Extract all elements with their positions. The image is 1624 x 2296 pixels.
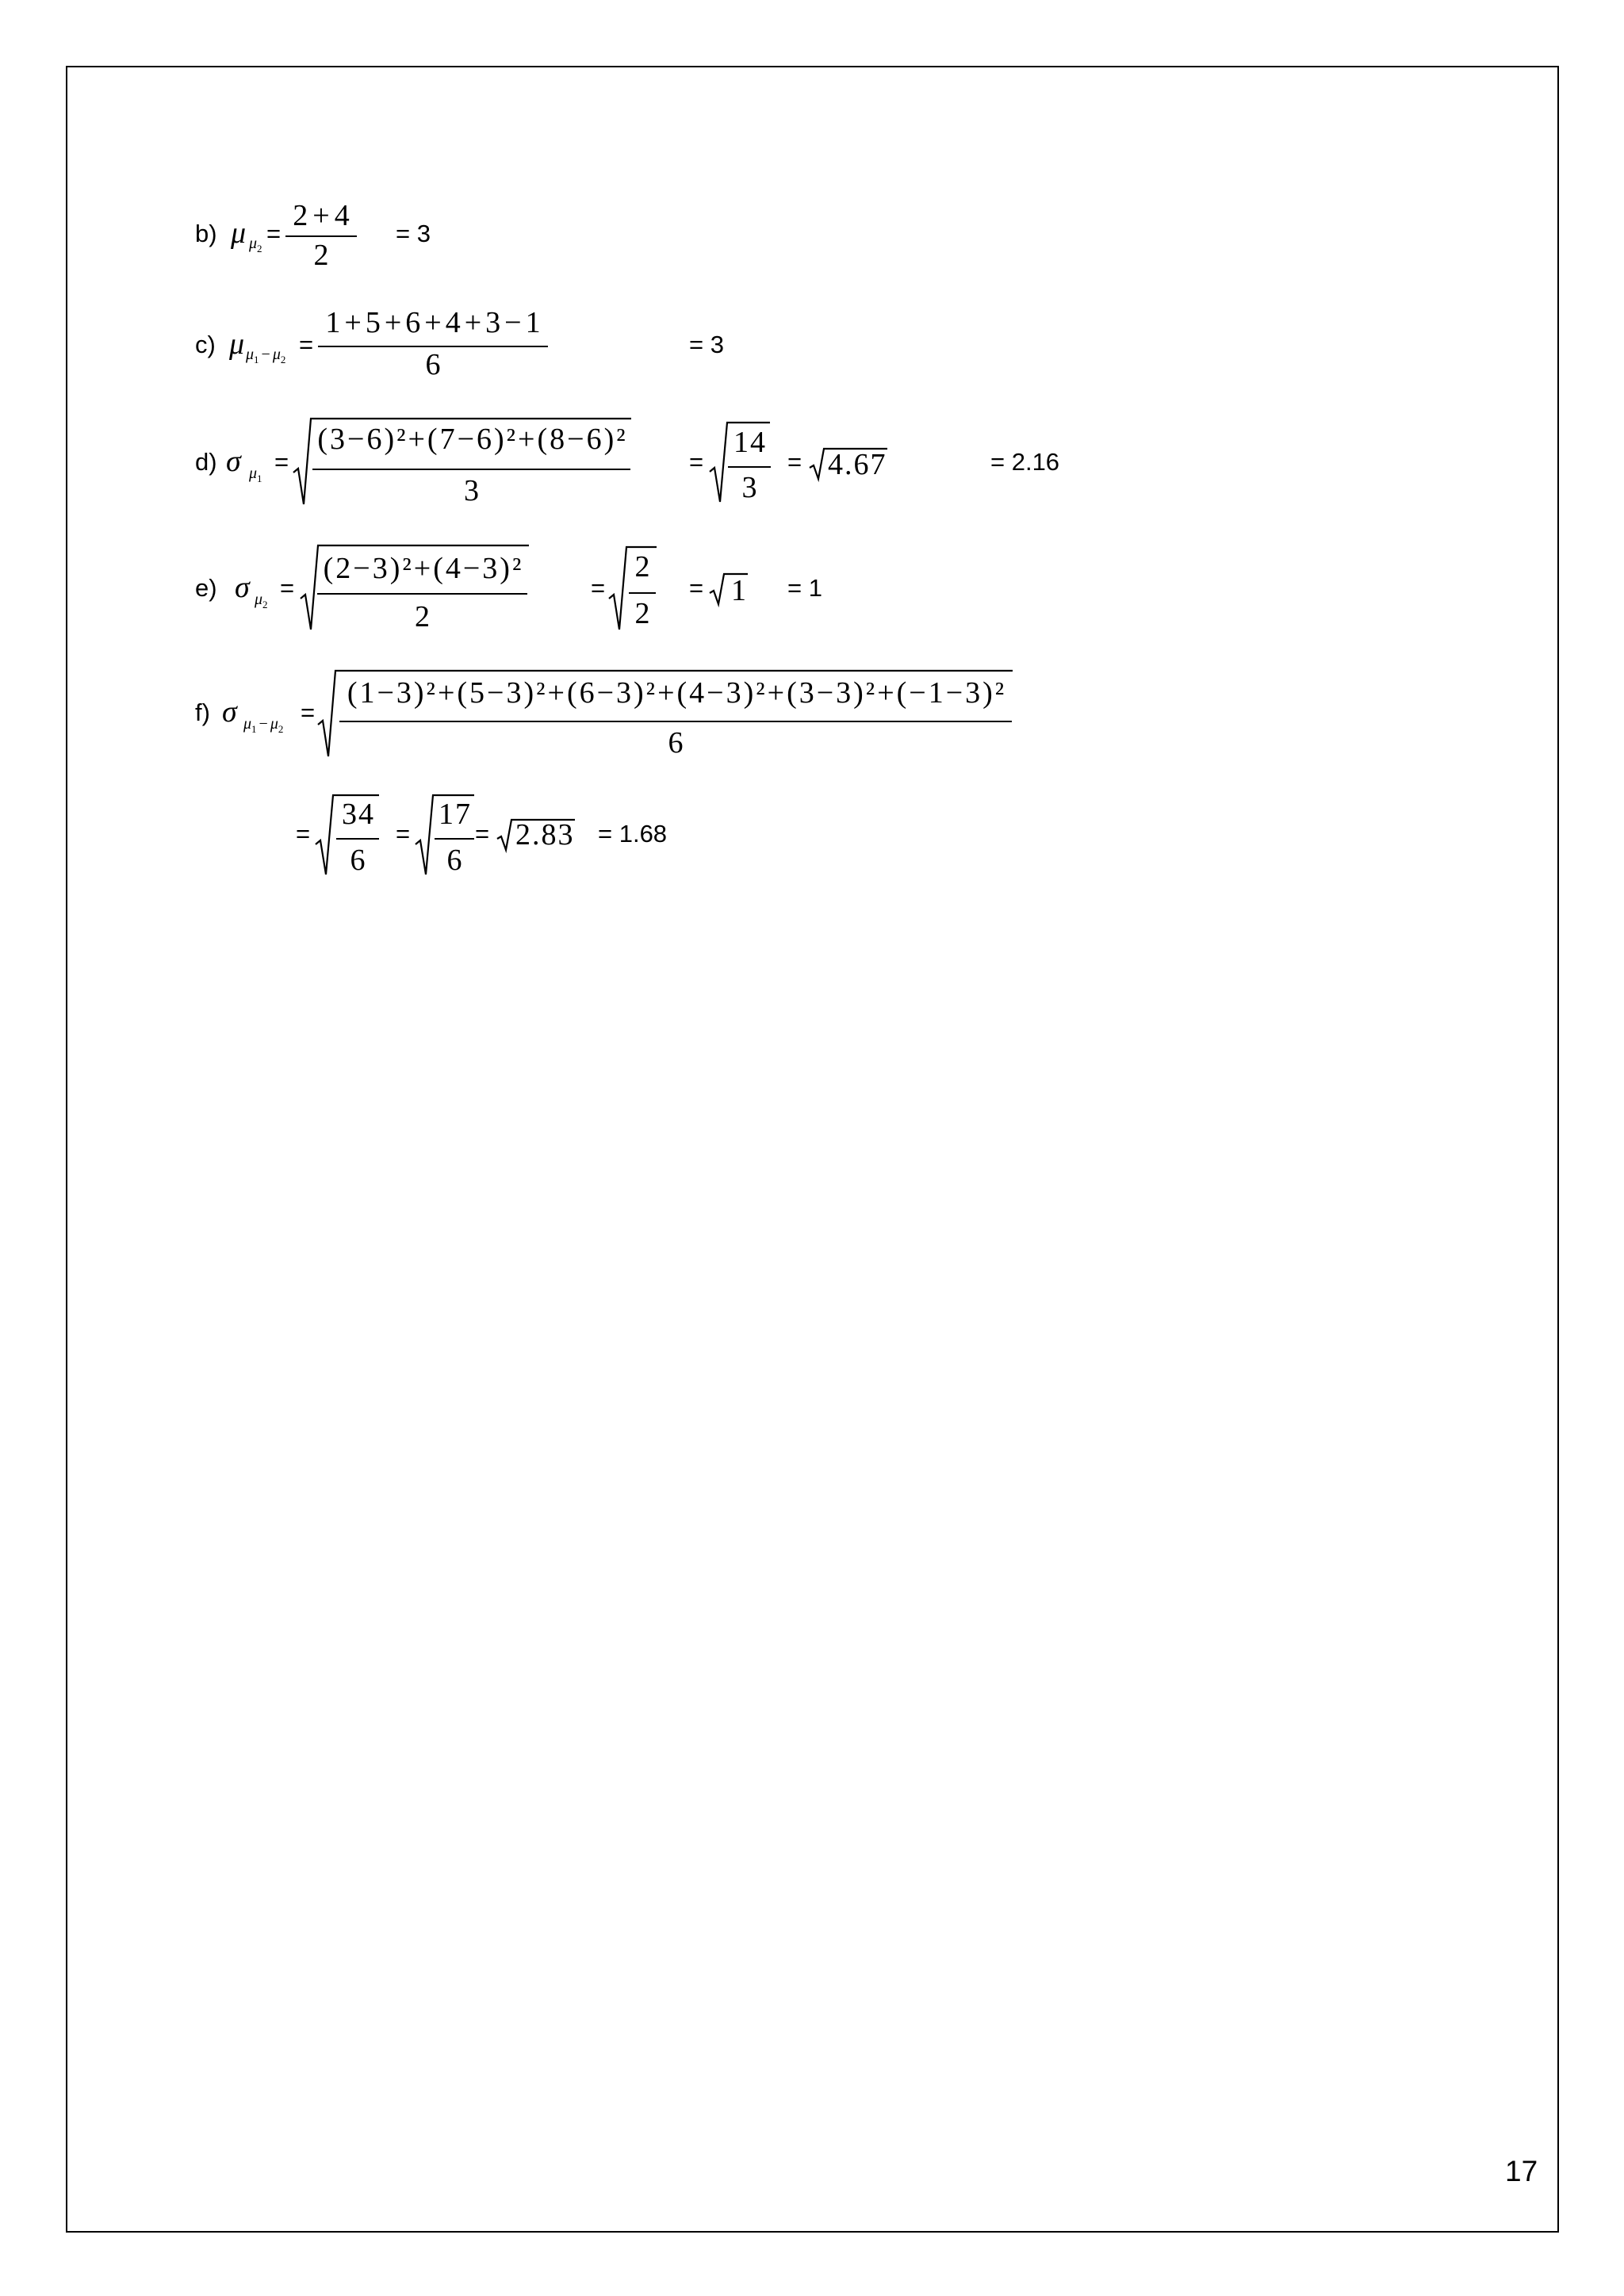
numerator: (1−3)²+(5−3)²+(6−3)²+(4−3)²+(3−3)²+(−1−3)² bbox=[347, 676, 1007, 710]
subscript-base: μ bbox=[246, 346, 255, 363]
fraction-bar bbox=[435, 838, 474, 840]
numerator: 2 bbox=[634, 550, 650, 584]
subscript-base: μ bbox=[243, 715, 252, 733]
subscript-base: μ bbox=[249, 465, 258, 482]
page-border bbox=[66, 66, 1559, 2233]
subscript-operator: − bbox=[259, 715, 268, 733]
denominator: 3 bbox=[741, 471, 757, 504]
denominator: 6 bbox=[350, 844, 366, 877]
result: = 3 bbox=[396, 220, 431, 247]
equals-sign: = bbox=[475, 820, 490, 848]
subscript-base: μ bbox=[272, 346, 281, 363]
numerator: 17 bbox=[439, 798, 472, 831]
subscript-base: μ bbox=[249, 235, 258, 252]
fraction-bar bbox=[312, 469, 630, 470]
subscript bbox=[255, 590, 268, 614]
fraction bbox=[435, 795, 474, 877]
item-label: f) bbox=[195, 698, 210, 726]
mean-symbol: μ bbox=[229, 327, 245, 361]
fraction bbox=[312, 420, 630, 507]
subscript-base: μ bbox=[255, 591, 263, 608]
subscript-index: 2 bbox=[278, 723, 284, 735]
fraction bbox=[339, 674, 1012, 761]
result: = 1.68 bbox=[598, 820, 668, 848]
fraction-bar bbox=[339, 721, 1012, 722]
equals-sign: = bbox=[689, 448, 704, 476]
result: = 3 bbox=[689, 331, 724, 358]
equals-sign: = bbox=[396, 820, 411, 848]
radicand: 1 bbox=[731, 574, 746, 607]
item-label: c) bbox=[195, 331, 216, 358]
equals-sign: = bbox=[280, 574, 295, 602]
numerator: 2+4 bbox=[293, 199, 354, 232]
fraction-bar bbox=[285, 235, 357, 237]
denominator: 6 bbox=[425, 348, 441, 381]
equals-sign: = bbox=[299, 331, 314, 358]
denominator: 2 bbox=[313, 239, 329, 272]
fraction-bar bbox=[728, 466, 771, 468]
subscript-base: μ bbox=[270, 715, 278, 733]
fraction-bar bbox=[336, 838, 379, 840]
subscript bbox=[243, 714, 283, 739]
fraction-bar bbox=[317, 593, 527, 595]
equals-sign: = bbox=[274, 448, 289, 476]
numerator: 14 bbox=[733, 426, 767, 459]
denominator: 3 bbox=[464, 474, 479, 507]
subscript bbox=[249, 464, 262, 488]
equals-sign: = bbox=[689, 574, 704, 602]
fraction bbox=[728, 423, 771, 503]
subscript bbox=[246, 345, 285, 369]
equals-sign: = bbox=[301, 698, 316, 726]
denominator: 2 bbox=[634, 597, 650, 630]
subscript-index: 1 bbox=[257, 473, 262, 484]
radicand: 4.67 bbox=[828, 448, 887, 481]
fraction-bar bbox=[629, 592, 656, 594]
sigma-symbol: σ bbox=[226, 445, 241, 478]
denominator: 6 bbox=[446, 844, 462, 877]
radicand: 2.83 bbox=[515, 818, 575, 851]
item-label: e) bbox=[195, 574, 217, 602]
equals-sign: = bbox=[266, 220, 282, 247]
equals-sign: = bbox=[787, 448, 802, 476]
item-label: d) bbox=[195, 448, 217, 476]
result: = 2.16 bbox=[990, 448, 1060, 476]
fraction bbox=[629, 548, 656, 630]
subscript-index: 2 bbox=[262, 599, 268, 610]
mean-symbol: μ bbox=[231, 216, 247, 250]
sigma-symbol: σ bbox=[235, 571, 250, 604]
subscript-index: 2 bbox=[280, 354, 286, 365]
result: = 1 bbox=[787, 574, 822, 602]
equals-sign: = bbox=[591, 574, 606, 602]
numerator: (3−6)²+(7−6)²+(8−6)² bbox=[317, 423, 628, 456]
fraction bbox=[285, 197, 357, 276]
fraction bbox=[318, 304, 548, 383]
numerator: 1+5+6+4+3−1 bbox=[325, 306, 545, 339]
equals-sign: = bbox=[296, 820, 311, 848]
fraction bbox=[317, 549, 527, 637]
subscript-operator: − bbox=[261, 346, 270, 363]
numerator: (2−3)²+(4−3)² bbox=[323, 552, 524, 585]
denominator: 2 bbox=[415, 600, 430, 633]
sigma-symbol: σ bbox=[222, 695, 237, 729]
page-number: 17 bbox=[1505, 2155, 1538, 2187]
subscript bbox=[249, 234, 262, 258]
denominator: 6 bbox=[668, 726, 684, 760]
item-label: b) bbox=[195, 220, 217, 247]
subscript-index: 2 bbox=[257, 243, 262, 254]
subscript-index: 1 bbox=[254, 354, 259, 365]
fraction bbox=[336, 795, 379, 877]
numerator: 34 bbox=[342, 798, 375, 831]
subscript-index: 1 bbox=[251, 723, 257, 735]
